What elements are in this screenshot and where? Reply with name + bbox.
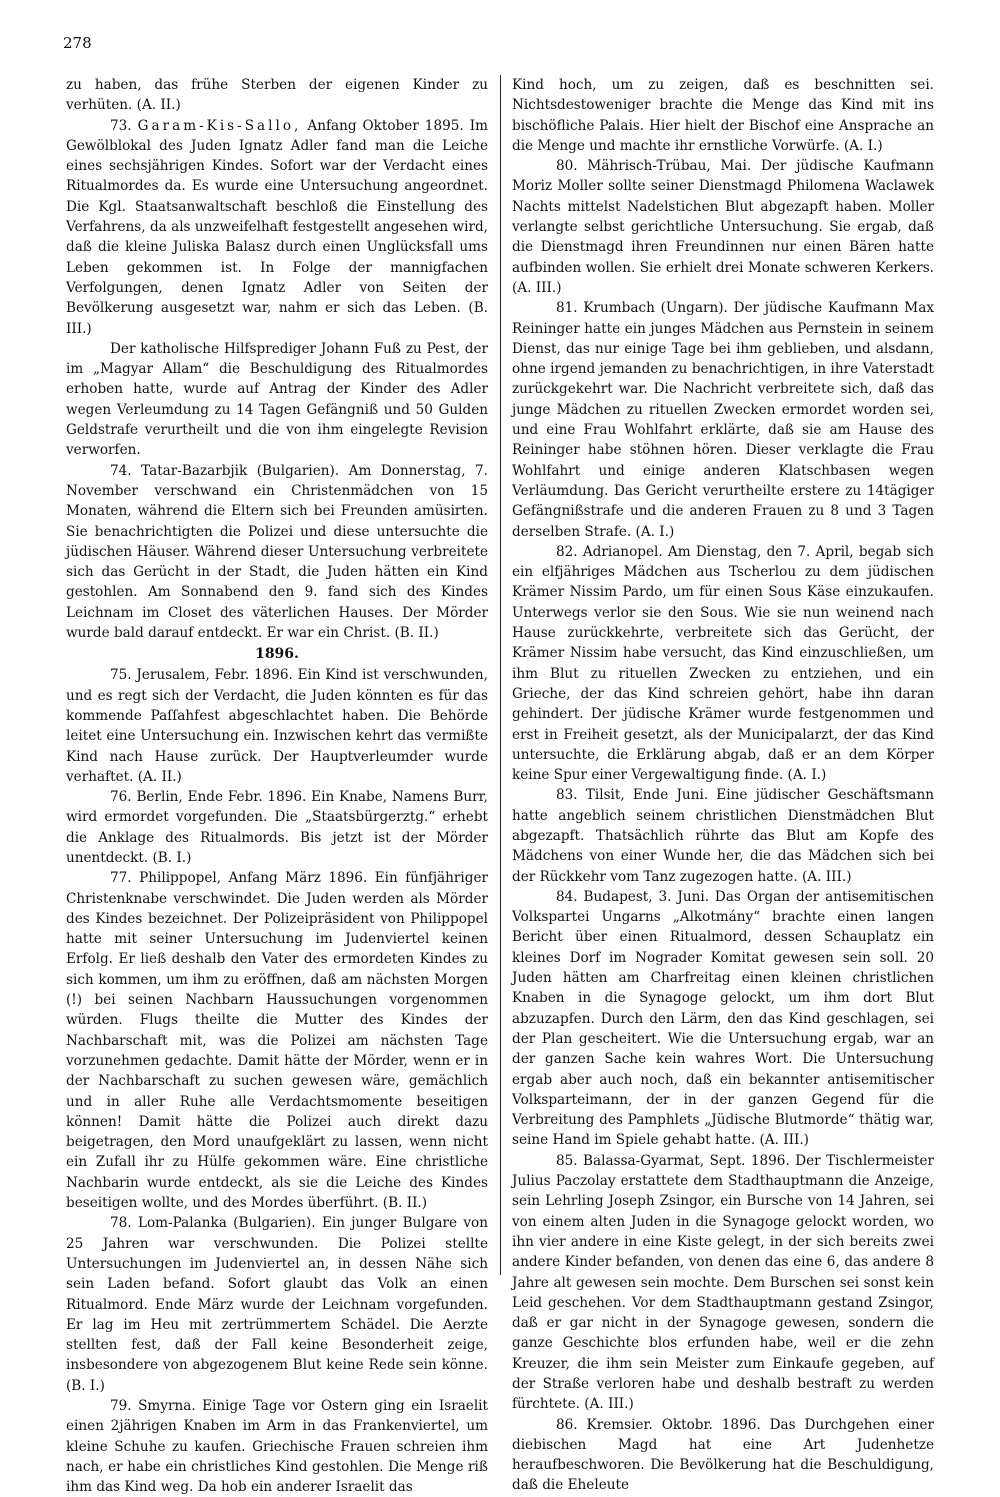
- entry-81: 81. Krumbach (Ungarn). Der jüdische Kaufmann Max Reininger hatte ein junges Mädchen aus Pernstein in seinem Dienst, das nur einige Tage bei ihm geblieben, und alsdann, ohne irgend jemanden zu benachrichtigen, in ihre Vaterstadt zurückgekehrt war. Die Nachricht verbreitete sich, daß das junge Mädchen zu rituellen Zwecken ermordet worden sei, und eine Frau Wohlfahrt erklärte, daß sie am Hause des Reininger habe stöhnen hören. Dieser verklagte die Frau Wohlfahrt und einige anderen Klatschbasen wegen Verläumdung. Das Gericht verurtheilte erstere zu 14tägiger Gefängnißstrafe und die anderen Frauen zu 8 und 3 Tagen derselben Strafe. (A. I.): [512, 300, 934, 540]
- entry-86: 86. Kremsier. Oktobr. 1896. Das Durchgehen einer diebischen Magd hat eine Art Judenhetze heraufbeschworen. Die Bevölkerung hat die Beschuldigung, daß die Eheleute: [512, 1416, 934, 1494]
- right-column: [512, 75, 934, 1496]
- entry-77: 77. Philippopel, Anfang März 1896. Ein fünfjähriger Christenknabe verschwindet. Die Juden werden als Mörder des Kindes bezeichnet. Der Polizeipräsident von Philippopel hatte mit seiner Untersuchung im Judenviertel keinen Erfolg. Er ließ deshalb den Vater des ermordeten Kindes zu sich kommen, um ihm zu eröffnen, daß am nächsten Morgen (!) bei seinen Nachbarn Haussuchungen vorgenommen würden. Flugs theilte die Mutter des Kindes der Nachbarschaft mit, was die Polizei am nächsten Tage vorzunehmen gedachte. Damit hätte der Mörder, wenn er in der Nachbarschaft zu suchen gewesen wäre, gemächlich und in aller Ruhe alle Verdachtsmomente beseitigen können! Damit hätte die Polizei auch direkt dazu beigetragen, den Mord unaufgeklärt zu lassen, wenn nicht ein Zufall ihr zu Hülfe gekommen wäre. Eine christliche Nachbarin wurde entdeckt, als sie die Leiche des Kindes beseitigen wollte, und des Mordes überführt. (B. II.): [66, 870, 488, 1212]
- entry-84: 84. Budapest, 3. Juni. Das Organ der antisemitischen Volkspartei Ungarns „Alkotmány“ brachte einen langen Bericht über einen Ritualmord, dessen Schauplatz ein kleines Dorf im Nograder Komitat gewesen sein soll. 20 Juden hätten am Charfreitag einen kleinen christlichen Knaben in die Synagoge gelockt, um ihm dort Blut abzuzapfen. Durch den Lärm, den das Kind geschlagen, sei der Plan gescheitert. Wie die Untersuchung ergab, war an der ganzen Sache kein wahres Wort. Die Untersuchung ergab aber auch noch, daß ein bekannter antisemitischer Volksparteimann, der in der ganzen Gegend für die Verbreitung des Pamphlets „Jüdische Blutmorde“ thätig war, seine Hand im Spiele gehabt hatte. (A. III.): [512, 888, 934, 1149]
- paragraph-continuation: zu haben, das frühe Sterben der eigenen Kinder zu verhüten. (A. II.): [66, 77, 488, 114]
- page-number: 278: [63, 34, 92, 52]
- entry-83: 83. Tilsit, Ende Juni. Eine jüdischer Geschäftsmann hatte angeblich seinem christlichen Dienstmädchen Blut abgezapft. Thatsächlich rührte das Blut am Kopfe des Mädchens von einer Wunde her, die das Mädchen sich bei der Rückkehr vom Tanz zugezogen hatte. (A. III.): [512, 787, 934, 885]
- entry-text: Anfang Oktober 1895. Im Gewölblokal des Juden Ignatz Adler fand man die Leiche eines sechsjährigen Kindes. Sofort war der Verdacht eines Ritualmordes da. Es wurde eine Untersuchung angeordnet. Die Kgl. Staatsanwaltschaft beschloß die Einstellung des Verfahrens, da als unzweifelhaft festgestellt angesehen wird, daß die kleine Juliska Balasz durch einen Unglücksfall ums Leben gekommen ist. In Folge der mannigfachen Verfolgungen, denen Ignatz Adler von Seiten der Bevölkerung ausgesetzt war, nahm er sich das Leben. (B. III.): [66, 117, 488, 337]
- year-heading: 1896.: [255, 646, 299, 663]
- entry-85: 85. Balassa-Gyarmat, Sept. 1896. Der Tischlermeister Julius Paczolay erstattete dem Stadthauptmann die Anzeige, sein Lehrling Joseph Zsingor, ein Bursche von 14 Jahren, sei von einem alten Juden in die Synagoge gelockt worden, wo ihn vier andere in eine Kiste gelegt, in der sich bereits zwei andere Kinder befanden, von denen das eine 6, das andere 8 Jahre alt gewesen sein mochte. Dem Burschen sei sonst kein Leid geschehen. Vor dem Stadthauptmann gestand Zsingor, daß er gar nicht in der Synagoge gewesen, sondern die ganze Geschichte blos erfunden habe, weil er die zehn Kreuzer, die ihm sein Meister zum Einkaufe gegeben, auf der Straße verloren habe und deshalb bestraft zu werden fürchtete. (A. III.): [512, 1152, 934, 1413]
- entry-82: 82. Adrianopel. Am Dienstag, den 7. April, begab sich ein elfjähriges Mädchen aus Tscherlou zu dem jüdischen Krämer Nissim Pardo, um für einen Sous Käse einzukaufen. Unterwegs verlor sie den Sous. Wie sie nun weinend nach Hause zurückkehrte, verbreitete sich das Gerücht, der Krämer Nissim habe versucht, das Kind einzuschließen, um ihm Blut zu rituellen Zwecken zu entziehen, und ein Grieche, der das Kind schreien gehört, habe ihn daran gehindert. Der jüdische Krämer wurde festgenommen und erst in Freiheit gesetzt, als der Municipalarzt, der das Kind untersuchte, die Erklärung abgab, daß er an dem Körper keine Spur einer Vergewaltigung finde. (A. I.): [512, 543, 934, 784]
- entry-79-continuation: Kind hoch, um zu zeigen, daß es beschnitten sei. Nichtsdestoweniger brachte die Menge das Kind mit ins bischöfliche Palais. Hier hielt der Bischof eine Ansprache an die Menge und machte ihr ernstliche Vorwürfe. (A. I.): [512, 77, 934, 154]
- entry-80: 80. Mährisch-Trübau, Mai. Der jüdische Kaufmann Moriz Moller sollte seiner Dienstmagd Philomena Waclawek Nachts mittelst Nadelstichen Blut abgezapft haben. Moller verlangte selbst gerichtliche Untersuchung. Sie ergab, daß die Dienstmagd ihren Freundinnen nur einen Bären hatte aufbinden wollen. Sie erhielt drei Monate schweren Kerkers. (A. III.): [512, 158, 934, 296]
- entry-number: 73.: [110, 117, 132, 134]
- entry-73-addendum: Der katholische Hilfsprediger Johann Fuß zu Pest, der im „Magyar Allam“ die Beschuldigung des Ritualmordes erhoben hatte, wurde auf Antrag der Kinder des Adler wegen Verleumdung zu 14 Tagen Gefängniß und 50 Gulden Geldstrafe verurtheilt und die von ihm eingelegte Revision verworfen.: [66, 340, 488, 459]
- left-column: [66, 75, 488, 1497]
- entry-78: 78. Lom-Palanka (Bulgarien). Ein junger Bulgare von 25 Jahren war verschwunden. Die Polizei stellte Untersuchungen im Judenviertel an, in dessen Nähe sich sein Laden befand. Sofort glaubt das Volk an einen Ritualmord. Ende März wurde der Leichnam vorgefunden. Er lag im Heu mit zertrümmertem Schädel. Die Aerzte stellten fest, daß der Fall keine Besonderheit zeige, insbesondere von abgezogenem Blut keine Rede sein könne. (B. I.): [66, 1215, 488, 1394]
- entry-76: 76. Berlin, Ende Febr. 1896. Ein Knabe, Namens Burr, wird ermordet vorgefunden. Die „Staatsbürgerztg.“ erhebt die Anklage des Ritualmords. Bis jetzt ist der Mörder unentdeckt. (B. I.): [66, 789, 488, 866]
- column-divider: [500, 75, 501, 1275]
- entry-79: 79. Smyrna. Einige Tage vor Ostern ging ein Israelit einen 2jährigen Knaben im Arm in das Frankenviertel, um kleine Schuhe zu kaufen. Griechische Frauen schreien ihm nach, er habe ein christliches Kind gestohlen. Die Menge riß ihm das Kind weg. Da hob ein anderer Israelit das: [66, 1398, 488, 1496]
- entry-73: [66, 116, 488, 339]
- entry-74: 74. Tatar-Bazarbjik (Bulgarien). Am Donnerstag, 7. November verschwand ein Christenmädchen von 15 Monaten, während die Eltern sich bei Freunden amüsirten. Sie benachrichtigten die Polizei und diese untersuchte die jüdischen Häuser. Während dieser Untersuchung verbreitete sich das Gerücht in der Stadt, die Juden hätten ein Kind gestohlen. Am Sonnabend den 9. fand sich des Kindes Leichnam im Closet des väterlichen Hauses. Der Mörder wurde bald darauf entdeckt. Er war ein Christ. (B. II.): [66, 462, 488, 642]
- entry-place: Garam-Kis-Sallo,: [137, 117, 302, 134]
- entry-75: 75. Jerusalem, Febr. 1896. Ein Kind ist verschwunden, und es regt sich der Verdacht, die Juden könnten es für das kommende Paſſahfest abgeschlachtet haben. Die Behörde leitet eine Untersuchung ein. Inzwischen kehrt das vermißte Kind nach Hause zurück. Der Hauptverleumder wurde verhaftet. (A. II.): [66, 667, 488, 785]
